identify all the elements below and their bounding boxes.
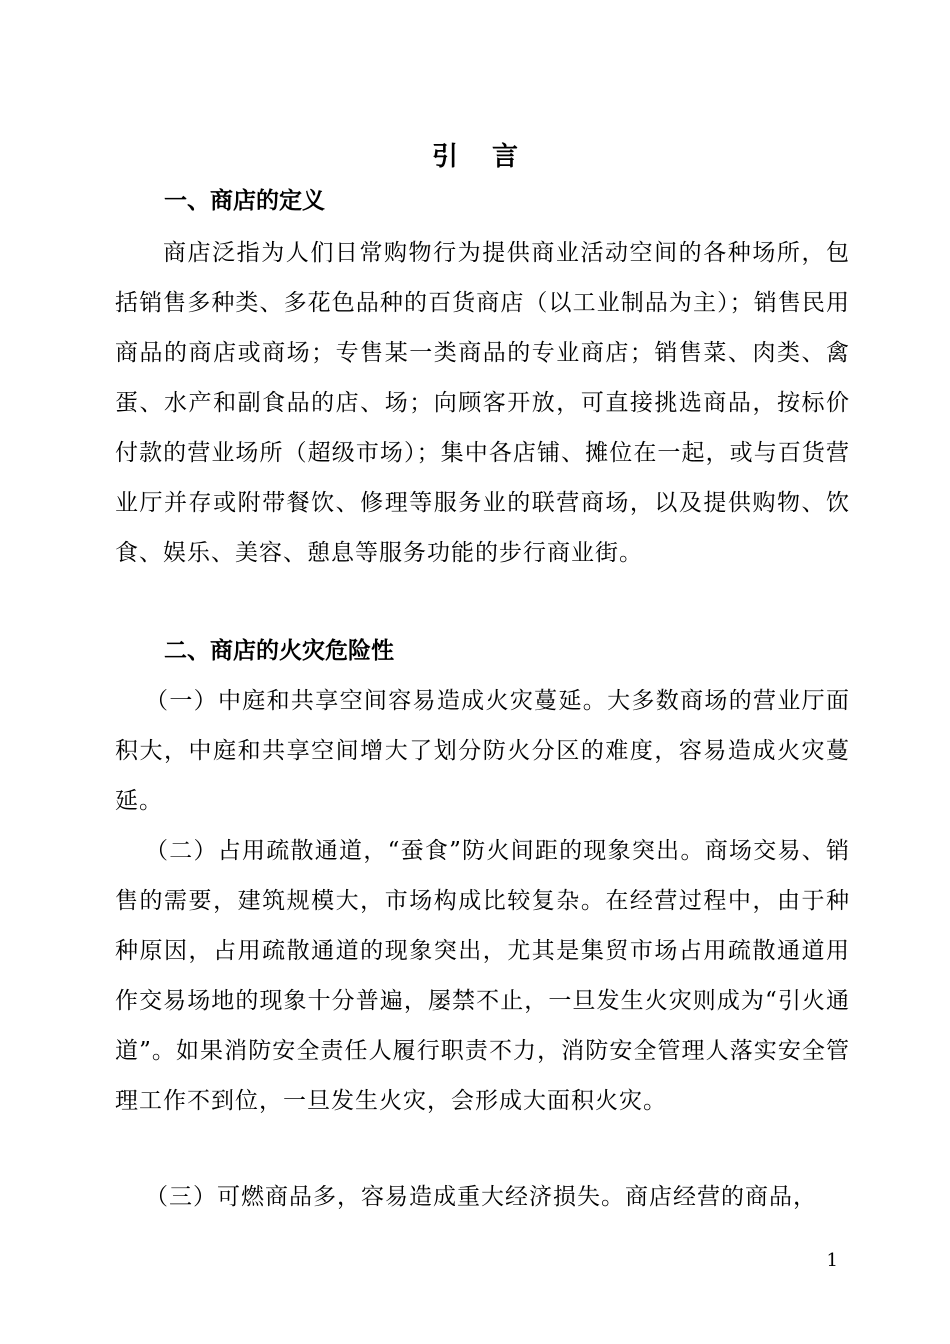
- section2-heading: 二、商店的火灾危险性: [164, 637, 394, 664]
- section2-paragraph-2: （二）占用疏散通道，“蚕食”防火间距的现象突出。商场交易、销售的需要，建筑规模大，市场构成比较复杂。在经营过程中，由于种种原因，占用疏散通道的现象突出，尤其是集贸市场占用疏散通道用作交易场地的现象十分普遍，屡禁不止，一旦发生火灾则成为“引火通道”。如果消防安全责任人履行职责不力，消防安全管理人落实安全管理工作不到位，一旦发生火灾，会形成大面积火灾。: [115, 838, 850, 1114]
- section1-paragraph: 商店泛指为人们日常购物行为提供商业活动空间的各种场所，包括销售多种类、多花色品种的百货商店（以工业制品为主）；销售民用商品的商店或商场；专售某一类商品的专业商店；销售菜、肉类、禽蛋、水产和副食品的店、场；向顾客开放，可直接挑选商品，按标价付款的营业场所（超级市场）；集中各店铺、摊位在一起，或与百货营业厅并存或附带餐饮、修理等服务业的联营商场，以及提供购物、饮食、娱乐、美容、憩息等服务功能的步行商业街。: [115, 240, 850, 566]
- page-title: 引言: [431, 142, 552, 172]
- section2-paragraph-1: （一）中庭和共享空间容易造成火灾蔓延。大多数商场的营业厅面积大，中庭和共享空间增大了划分防火分区的难度，容易造成火灾蔓延。: [115, 688, 850, 814]
- section2-paragraph-3: （三）可燃商品多，容易造成重大经济损失。商店经营的商品，: [145, 1184, 817, 1210]
- section1-heading: 一、商店的定义: [164, 187, 325, 214]
- page-number: 1: [826, 1250, 838, 1271]
